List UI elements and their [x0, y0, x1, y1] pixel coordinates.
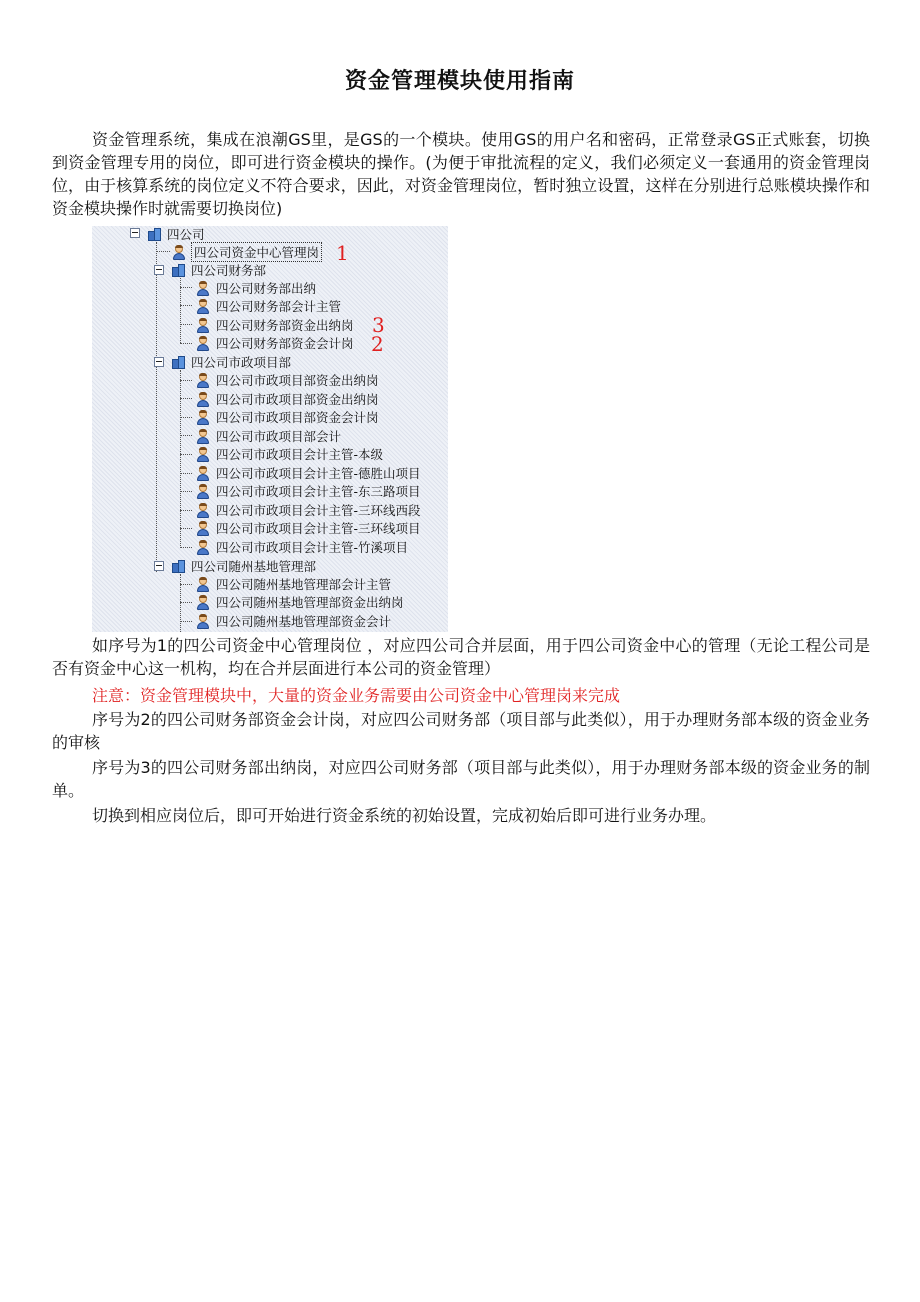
tree-node-post[interactable]	[196, 390, 379, 408]
tree-connector	[180, 370, 181, 548]
user-post-icon	[196, 577, 210, 592]
annotation-number-2: 2	[371, 332, 384, 356]
org-unit-icon	[172, 356, 185, 369]
org-unit-icon	[172, 560, 185, 573]
document-title: 资金管理模块使用指南	[344, 69, 575, 94]
user-post-icon	[196, 595, 210, 610]
tree-collapse-toggle[interactable]	[154, 357, 164, 367]
tree-node-post[interactable]	[196, 427, 341, 445]
tree-node-post[interactable]	[196, 519, 421, 537]
tree-collapse-toggle[interactable]	[154, 561, 164, 571]
tree-node-label: 四公司市政项目会计主管-东三路项目	[216, 484, 421, 499]
tree-node-label: 四公司随州基地管理部资金会计	[216, 614, 392, 629]
tree-node-post[interactable]	[196, 316, 354, 334]
tree-node-label: 四公司财务部资金出纳岗	[216, 318, 354, 333]
user-post-icon	[196, 540, 210, 555]
tree-node-post[interactable]	[196, 279, 316, 297]
tree-node-center-post[interactable]	[172, 243, 321, 261]
warning-note: 注意：资金管理模块中，大量的资金业务需要由公司资金中心管理岗来完成	[92, 686, 621, 705]
tree-node-post[interactable]	[196, 575, 391, 593]
tree-node-post[interactable]	[196, 464, 421, 482]
user-post-icon	[196, 373, 210, 388]
user-post-icon	[196, 299, 210, 314]
note-switch-post: 切换到相应岗位后，即可开始进行资金系统的初始设置，完成初始后即可进行业务办理。	[92, 806, 717, 825]
tree-node-label: 四公司财务部	[191, 263, 267, 278]
tree-node-post[interactable]	[196, 297, 341, 315]
tree-connector	[180, 584, 192, 585]
tree-node-municipal-dept[interactable]	[172, 353, 291, 371]
tree-node-label: 四公司	[167, 227, 205, 242]
tree-collapse-toggle[interactable]	[154, 265, 164, 275]
org-unit-icon	[172, 264, 185, 277]
user-post-icon	[196, 447, 210, 462]
tree-node-label: 四公司市政项目会计主管-竹溪项目	[216, 540, 409, 555]
user-post-icon	[196, 410, 210, 425]
tree-node-post[interactable]	[196, 612, 391, 630]
tree-node-post[interactable]	[196, 445, 383, 463]
tree-node-label: 四公司市政项目部	[191, 355, 292, 370]
user-post-icon	[196, 466, 210, 481]
tree-node-label: 四公司市政项目会计主管-本级	[216, 447, 384, 462]
tree-node-label: 四公司财务部资金会计岗	[216, 336, 354, 351]
note-accountant-post: 序号为2的四公司财务部资金会计岗，对应四公司财务部（项目部与此类似），用于办理财务部本级的资金业务的审核	[52, 710, 870, 752]
user-post-icon	[196, 503, 210, 518]
user-post-icon	[196, 281, 210, 296]
org-unit-icon	[148, 228, 161, 241]
user-post-icon	[196, 392, 210, 407]
tree-node-label: 四公司随州基地管理部会计主管	[216, 577, 392, 592]
tree-node-label: 四公司资金中心管理岗	[194, 245, 320, 260]
tree-node-label: 四公司市政项目会计主管-德胜山项目	[216, 466, 421, 481]
tree-node-post[interactable]	[196, 501, 421, 519]
tree-node-label: 四公司市政项目部资金会计岗	[216, 410, 379, 425]
tree-connector	[180, 621, 192, 622]
tree-connector	[180, 547, 192, 548]
tree-node-suizhou-dept[interactable]	[172, 557, 316, 575]
tree-connector	[180, 510, 192, 511]
tree-connector	[180, 380, 192, 381]
user-post-icon	[196, 429, 210, 444]
tree-connector	[180, 574, 181, 632]
tree-node-post[interactable]	[196, 371, 379, 389]
user-post-icon	[196, 336, 210, 351]
user-post-icon	[196, 614, 210, 629]
tree-node-root[interactable]	[148, 226, 205, 243]
annotation-number-1: 1	[336, 241, 349, 265]
tree-connector	[180, 491, 192, 492]
tree-node-post[interactable]	[196, 334, 354, 352]
tree-connector	[180, 324, 192, 325]
user-post-icon	[172, 245, 186, 260]
tree-node-label: 四公司随州基地管理部资金出纳岗	[216, 595, 404, 610]
tree-connector	[156, 242, 157, 572]
tree-collapse-toggle[interactable]	[130, 228, 140, 238]
tree-node-label: 四公司市政项目部会计	[216, 429, 342, 444]
tree-connector	[180, 528, 192, 529]
tree-connector	[180, 305, 192, 306]
tree-node-label: 四公司市政项目会计主管-三环线项目	[216, 521, 421, 536]
tree-node-post[interactable]	[196, 538, 408, 556]
tree-connector	[180, 417, 192, 418]
note-center-post: 如序号为1的四公司资金中心管理岗位 ，对应四公司合并层面，用于四公司资金中心的管理（无论工程公司是否有资金中心这一机构，均在合并层面进行本公司的资金管理）	[52, 636, 870, 678]
tree-node-label: 四公司市政项目部资金出纳岗	[216, 392, 379, 407]
user-post-icon	[196, 521, 210, 536]
tree-node-post[interactable]	[196, 482, 421, 500]
tree-node-post[interactable]	[196, 408, 379, 426]
annotation-number-3: 3	[372, 313, 385, 337]
tree-connector	[156, 251, 170, 252]
intro-paragraph: 资金管理系统，集成在浪潮GS里，是GS的一个模块。使用GS的用户名和密码，正常登录GS正式账套，切换到资金管理专用的岗位，即可进行资金模块的操作。(为便于审批流程的定义，我们必须定义一套通用的资金管理岗位，由于核算系统的岗位定义不符合要求，因此，对资金管理岗位，暂时独立设置，这样在分别进行总账模块操作和资金模块操作时就需要切换岗位)	[52, 130, 870, 218]
tree-connector	[180, 454, 192, 455]
tree-connector	[180, 602, 192, 603]
user-post-icon	[196, 318, 210, 333]
note-cashier-post: 序号为3的四公司财务部出纳岗，对应四公司财务部（项目部与此类似），用于办理财务部本级的资金业务的制单。	[52, 758, 870, 800]
tree-connector	[180, 398, 192, 399]
tree-node-label: 四公司市政项目部资金出纳岗	[216, 373, 379, 388]
tree-connector	[180, 473, 192, 474]
tree-node-post[interactable]	[196, 593, 404, 611]
tree-node-label: 四公司财务部出纳	[216, 281, 317, 296]
tree-node-finance-dept[interactable]	[172, 261, 266, 279]
tree-node-label: 四公司市政项目会计主管-三环线西段	[216, 503, 421, 518]
tree-node-label: 四公司随州基地管理部	[191, 559, 317, 574]
tree-connector	[180, 435, 192, 436]
tree-connector	[180, 343, 192, 344]
tree-connector	[180, 287, 192, 288]
tree-node-label: 四公司财务部会计主管	[216, 299, 342, 314]
user-post-icon	[196, 484, 210, 499]
post-tree-screenshot	[92, 226, 448, 632]
